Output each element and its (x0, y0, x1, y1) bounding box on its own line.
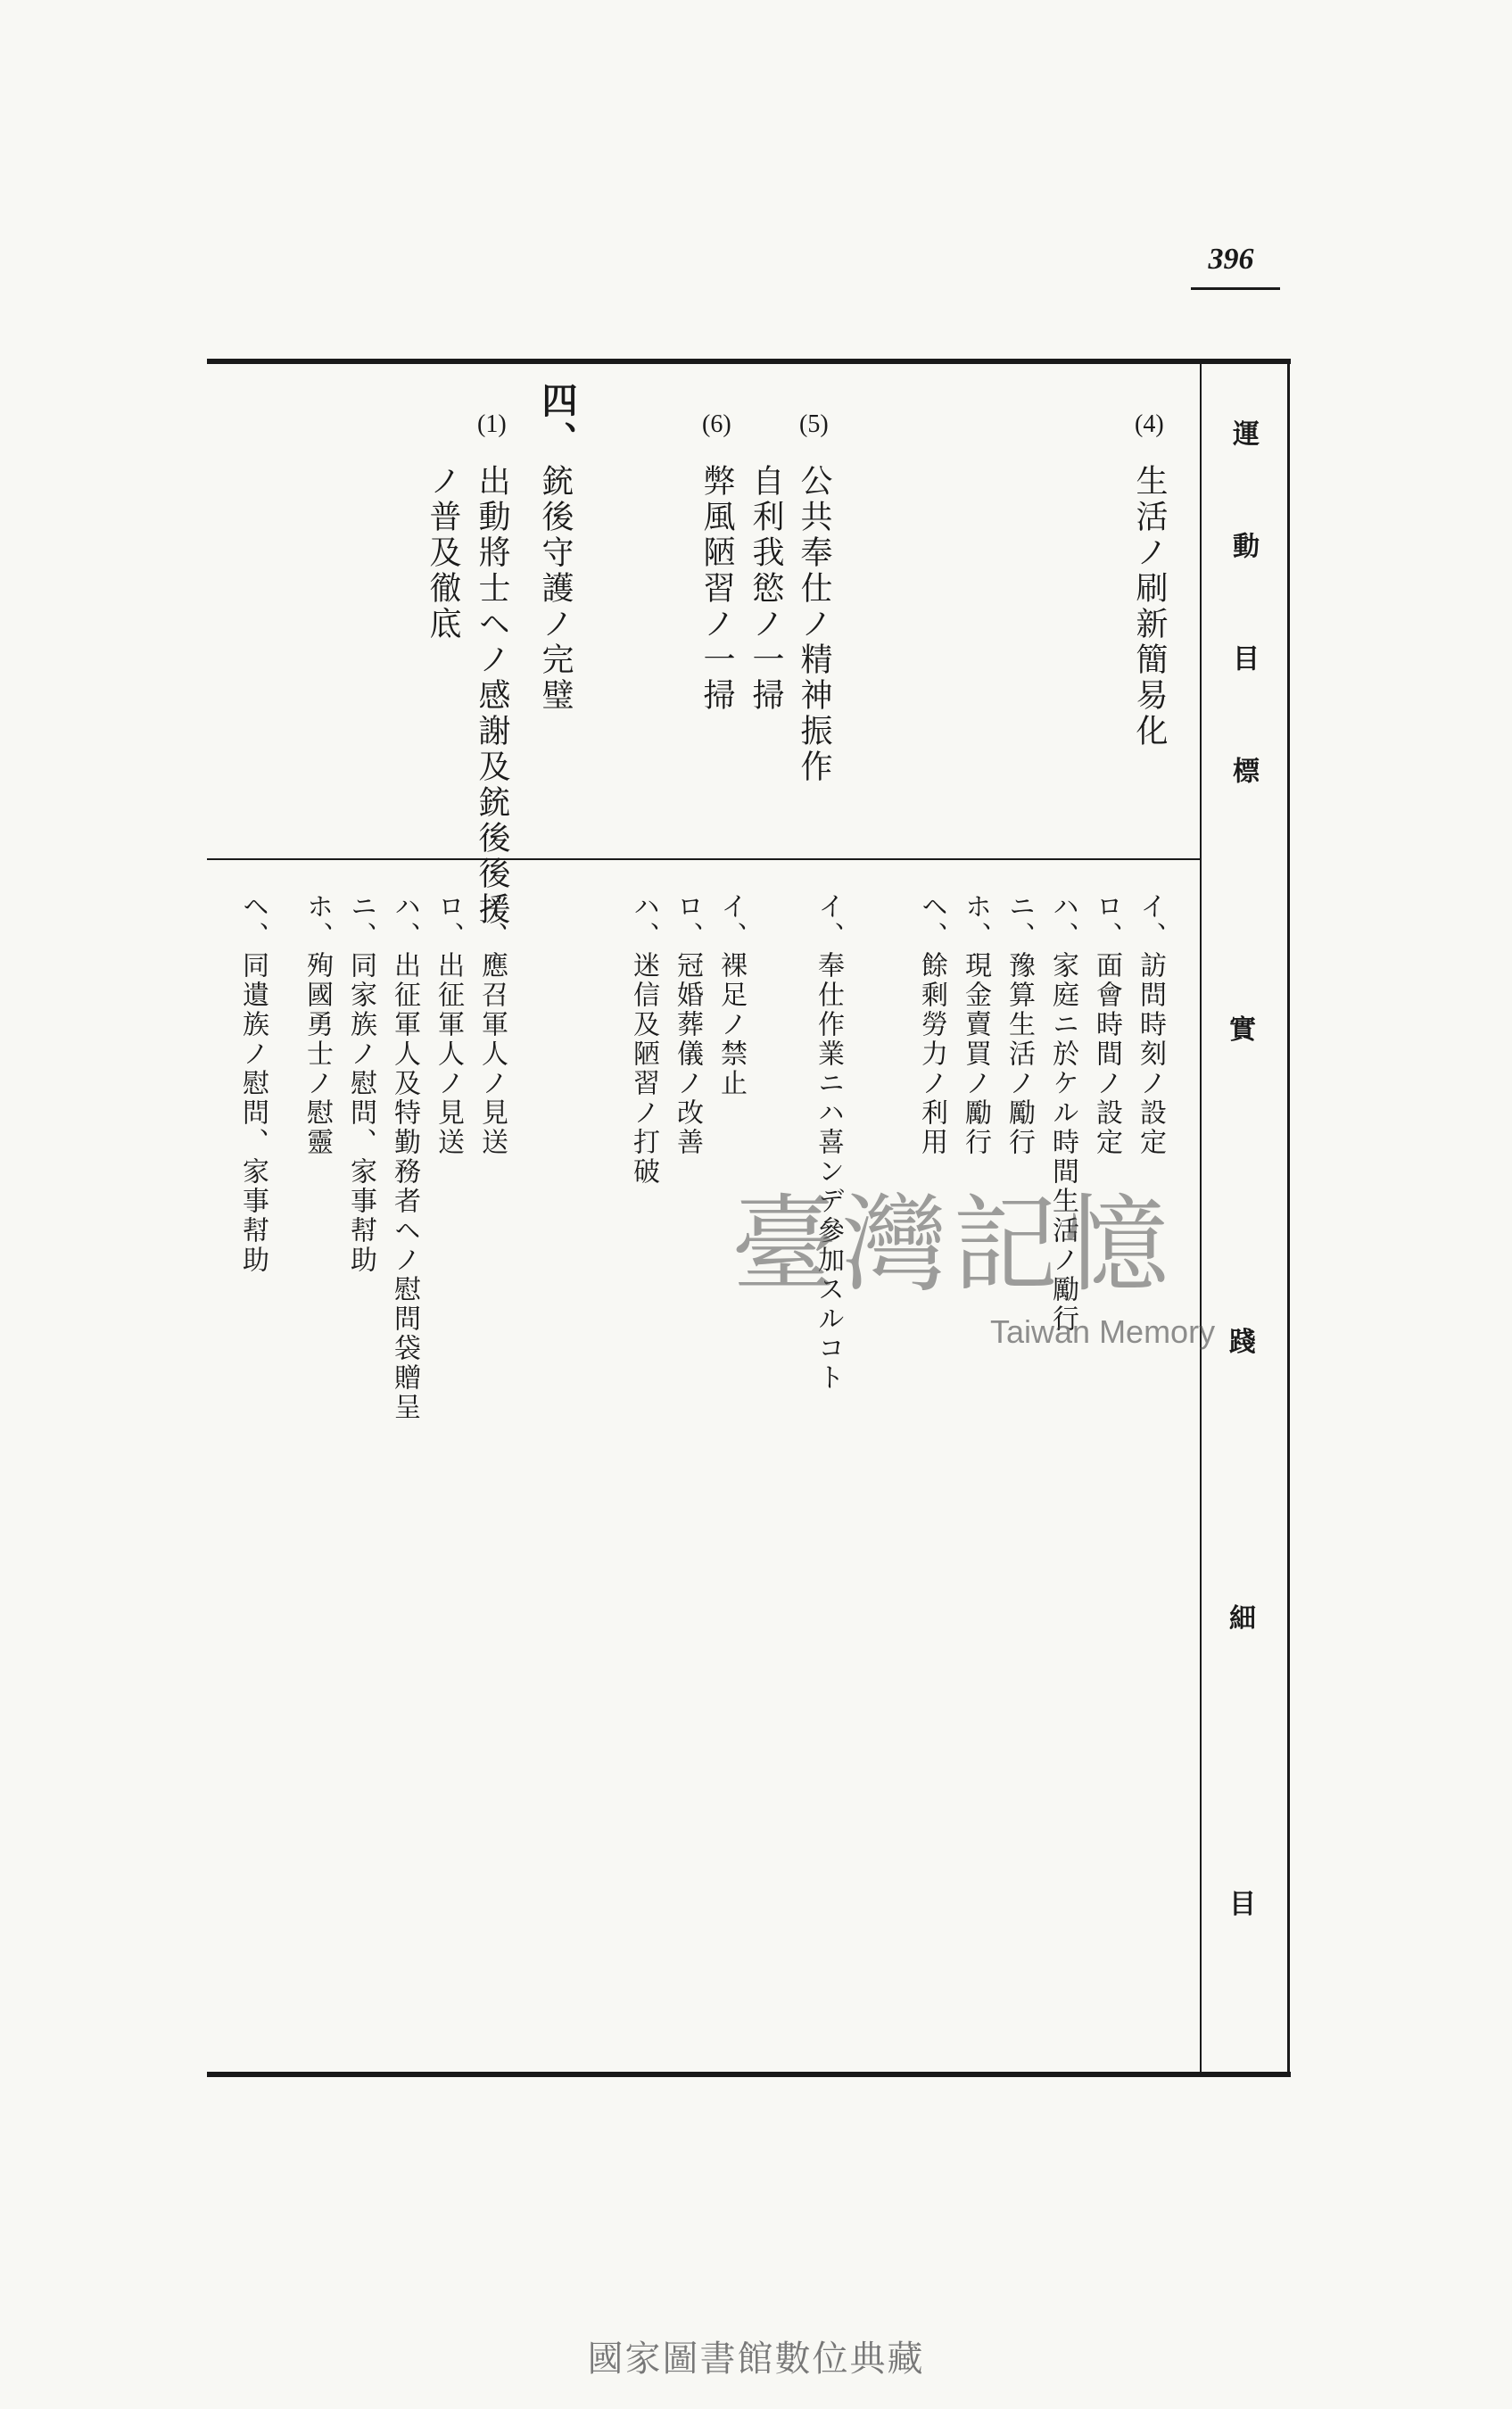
goal-text: 公共奉仕ノ精神振作 (796, 464, 832, 785)
watermark-logo: 臺灣記憶 (731, 1183, 1175, 1306)
table-top-rule (207, 359, 1291, 364)
section-heading-number: 四、 (536, 382, 578, 460)
goal-subtext: ノ普及徹底 (425, 464, 461, 642)
practice-item: ニ、豫算生活ノ勵行 (1004, 892, 1035, 1157)
practice-item: イ、奉仕作業ニハ喜ンデ參加スルコト (813, 892, 844, 1393)
practice-item: ホ、殉國勇士ノ慰靈 (302, 892, 333, 1157)
side-column-rule (1200, 361, 1202, 2074)
table-middle-rule (207, 858, 1202, 860)
practice-label-char-1: 實 (1229, 1014, 1256, 1046)
practice-label-char-4: 目 (1229, 1889, 1256, 1920)
goal-text: 弊風陋習ノ一掃 (698, 464, 735, 714)
movement-goal-label: 運動目標 (1227, 419, 1259, 869)
goal-number: (6) (702, 410, 731, 438)
page-number-underline (1191, 287, 1280, 290)
section-heading-text: 銃後守護ノ完璧 (537, 464, 574, 714)
footer-attribution: 國家圖書館數位典藏 (587, 2339, 925, 2380)
goal-number: (4) (1135, 410, 1164, 438)
practice-item: ロ、冠婚葬儀ノ改善 (672, 892, 703, 1157)
practice-item: ヘ、同遺族ノ慰問、家事幇助 (237, 892, 269, 1275)
practice-label-char-2: 踐 (1229, 1327, 1256, 1358)
table-bottom-rule (207, 2072, 1291, 2077)
practice-item: イ、訪問時刻ノ設定 (1135, 892, 1166, 1157)
practice-item: ヘ、餘剩勞力ノ利用 (916, 892, 947, 1157)
goal-number: (1) (477, 410, 507, 438)
practice-item: ハ、家庭ニ於ケル時間生活ノ勵行 (1047, 892, 1078, 1334)
page-number: 396 (1208, 243, 1254, 276)
practice-label-char-3: 細 (1229, 1603, 1256, 1635)
practice-item: ハ、迷信及陋習ノ打破 (628, 892, 659, 1187)
goal-number: (5) (799, 410, 829, 438)
practice-item: ロ、面會時間ノ設定 (1091, 892, 1122, 1157)
practice-item: イ、裸足ノ禁止 (715, 892, 747, 1098)
watermark-english: Taiwan Memory (990, 1313, 1216, 1350)
practice-item: ホ、現金賣買ノ勵行 (960, 892, 991, 1157)
practice-item: イ、應召軍人ノ見送 (476, 892, 508, 1157)
goal-text: 出動將士ヘノ感謝及銃後後援 (474, 464, 510, 928)
practice-item: ロ、出征軍人ノ見送 (433, 892, 464, 1157)
practice-item: ハ、出征軍人及特勤務者ヘノ慰問袋贈呈 (389, 892, 420, 1422)
practice-item: ニ、同家族ノ慰問、家事幇助 (345, 892, 376, 1275)
side-column-outer-rule (1287, 361, 1290, 2074)
goal-text: 生活ノ刷新簡易化 (1131, 464, 1168, 749)
goal-subtext: 自利我慾ノ一掃 (748, 464, 784, 714)
